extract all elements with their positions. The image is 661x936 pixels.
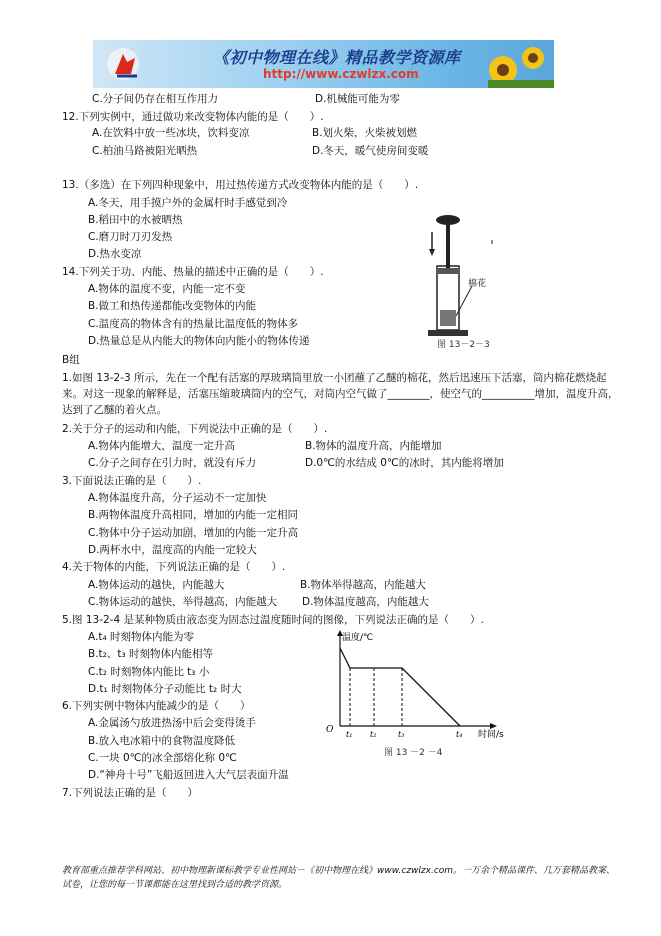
tick-label: t₁: [346, 730, 353, 739]
option-text: A.物体运动的越快，内能越大: [88, 579, 225, 591]
question-12: 12.下列实例中，通过做功来改变物体内能的是（ ）.: [62, 111, 324, 123]
option-text: A.金属汤勺放进热汤中后会变得烫手: [88, 717, 256, 729]
option-text: B.稻田中的水被晒热: [88, 214, 183, 226]
figure-caption: 图 13－2－3: [437, 340, 490, 350]
option-text: C.物体中分子运动加剧，增加的内能一定升高: [88, 527, 299, 539]
tick-label: t₄: [456, 730, 463, 739]
option-text: B.放入电冰箱中的食物温度降低: [88, 735, 236, 747]
option-text: D.t₁ 时刻物体分子动能比 t₂ 时大: [88, 683, 242, 695]
option-text: D.冬天，暖气使房间变暖: [312, 145, 429, 157]
option-text: B.t₂、t₃ 时刻物体内能相等: [88, 648, 214, 660]
option-text: D.“神舟十号”飞船返回进入大气层表面升温: [88, 769, 289, 781]
option-text: C.一块 0℃的冰全部熔化称 0℃: [88, 752, 237, 764]
option-text: C.t₂ 时刻物体内能比 t₃ 小: [88, 666, 210, 678]
question-b1: 1.如图 13-2-3 所示，先在一个配有活塞的厚玻璃筒里放一小团蘸了乙醚的棉花，然后迅速压下活塞，筒内棉花燃烧起来。对这一现象的解释是，活塞压缩玻璃筒内的空气，对筒内空气做了________，使空气的__________增加，温度升高，达到了乙醚的着火点。: [62, 372, 619, 416]
option-text: C.分子间仍存在相互作用力: [92, 93, 219, 105]
question-13: 13.（多选）在下列四种现象中，用过热传递方式改变物体内能的是（ ）.: [62, 179, 419, 191]
group-heading: B组: [62, 354, 80, 366]
option-text: B.物体的温度升高，内能增加: [305, 440, 442, 452]
option-text: C.物体运动的越快，举得越高，内能越大: [88, 596, 278, 608]
option-text: A.物体的温度不变，内能一定不变: [88, 283, 246, 295]
question-b6: 6.下列实例中物体内能减少的是（ ）: [62, 700, 251, 712]
option-text: A.在饮料中放一些冰块，饮料变凉: [92, 127, 250, 139]
option-text: D.机械能可能为零: [315, 93, 400, 105]
option-text: D.两杯水中，温度高的内能一定较大: [88, 544, 257, 556]
option-text: D.物体温度越高，内能越大: [302, 596, 429, 608]
option-text: C.分子之间存在引力时，就没有斥力: [88, 457, 257, 469]
x-axis-label: 时间/s: [478, 730, 504, 740]
banner-title: 《初中物理在线》精品教学资源库: [213, 48, 461, 67]
option-text: B.做工和热传递都能改变物体的内能: [88, 300, 257, 312]
option-text: B.两物体温度升高相同，增加的内能一定相同: [88, 509, 299, 521]
option-text: C.磨刀时刀刃发热: [88, 231, 173, 243]
figure-label-cotton: 棉花: [468, 279, 487, 289]
figure-temperature-graph: [320, 624, 520, 740]
figure-piston-cylinder: [420, 212, 500, 340]
tick-label: t₃: [398, 730, 405, 739]
option-text: B.物体举得越高，内能越大: [300, 579, 427, 591]
figure-caption: 图 13 －2 －4: [384, 748, 443, 758]
option-text: C.温度高的物体含有的热量比温度低的物体多: [88, 318, 299, 330]
tick-label: t₂: [370, 730, 377, 739]
banner-url[interactable]: http://www.czwlzx.com: [263, 67, 419, 81]
arrow-down-icon: [429, 249, 435, 256]
y-axis-label: 温度/℃: [342, 633, 374, 643]
origin-label: O: [326, 725, 334, 735]
header-banner: [93, 40, 554, 88]
option-text: D.热量总是从内能大的物体向内能小的物体传递: [88, 335, 310, 347]
option-text: C.柏油马路被阳光晒热: [92, 145, 198, 157]
option-text: A.t₄ 时刻物体内能为零: [88, 631, 194, 643]
option-text: D.0℃的水结成 0℃的冰时，其内能将增加: [305, 457, 504, 469]
option-text: B.划火柴，火柴被划燃: [312, 127, 418, 139]
question-b2: 2.关于分子的运动和内能，下列说法中正确的是（ ）.: [62, 423, 328, 435]
question-b7: 7.下列说法正确的是（ ）: [62, 787, 199, 799]
question-b3: 3.下面说法正确的是（ ）.: [62, 475, 202, 487]
option-text: A.物体温度升高，分子运动不一定加快: [88, 492, 267, 504]
page-footer: 教育部重点推荐学科网站、初中物理新课标教学专业性网站－《初中物理在线》www.czwlzx.com。一万余个精品课件、几万套精品教案、试卷，让您的每一节课都能在这里找到合适的教学资源。: [62, 866, 616, 890]
question-b5: 5.图 13-2-4 是某种物质由液态变为固态过温度随时间的图像，下列说法正确的是（ ）.: [62, 614, 484, 626]
option-text: A.冬天，用手摸户外的金属杆时手感觉到冷: [88, 197, 288, 209]
question-b4: 4.关于物体的内能，下列说法正确的是（ ）.: [62, 561, 286, 573]
question-14: 14.下列关于功、内能、热量的描述中正确的是（ ）.: [62, 266, 324, 278]
x-axis-arrow-icon: [490, 723, 497, 729]
option-text: A.物体内能增大，温度一定升高: [88, 440, 235, 452]
temperature-curve: [340, 648, 460, 726]
option-text: D.热水变凉: [88, 248, 142, 260]
